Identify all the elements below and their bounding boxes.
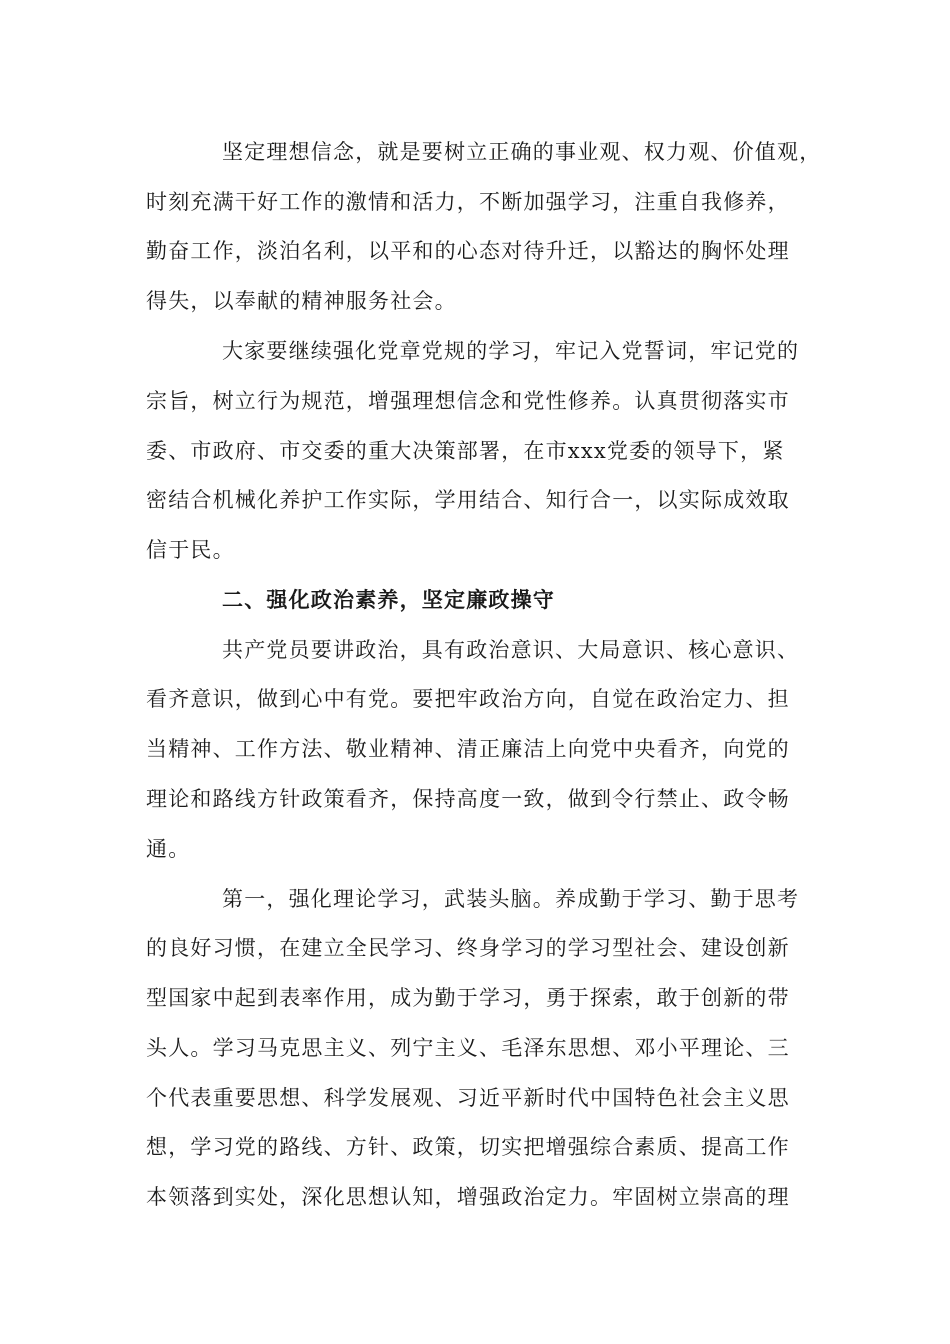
paragraph-line: 大家要继续强化党章党规的学习，牢记入党誓词，牢记党的: [222, 339, 800, 363]
paragraph-line: 第一，强化理论学习，武装头脑。养成勤于学习、勤于思考: [222, 887, 800, 911]
paragraph-line: 时刻充满干好工作的激情和活力，不断加强学习，注重自我修养，: [146, 190, 790, 214]
paragraph-line: 得失，以奉献的精神服务社会。: [146, 289, 457, 313]
paragraph-line: 本领落到实处，深化思想认知，增强政治定力。牢固树立崇高的理: [146, 1185, 790, 1209]
section-heading: 二、强化政治素养，坚定廉政操守: [222, 587, 555, 612]
paragraph-line: 头人。学习马克思主义、列宁主义、毛泽东思想、邓小平理论、三: [146, 1036, 790, 1060]
paragraph-line: 型国家中起到表率作用，成为勤于学习，勇于探索，敢于创新的带: [146, 986, 790, 1010]
paragraph-line: 密结合机械化养护工作实际，学用结合、知行合一，以实际成效取: [146, 488, 790, 512]
paragraph-line: 想，学习党的路线、方针、政策，切实把增强综合素质、提高工作: [146, 1135, 790, 1159]
paragraph-line: 当精神、工作方法、敬业精神、清正廉洁上向党中央看齐，向党的: [146, 737, 790, 761]
paragraph-line: 理论和路线方针政策看齐，保持高度一致，做到令行禁止、政令畅: [146, 787, 790, 811]
paragraph-line: 勤奋工作，淡泊名利，以平和的心态对待升迁，以豁达的胸怀处理: [146, 239, 790, 263]
paragraph-line: 的良好习惯，在建立全民学习、终身学习的学习型社会、建设创新: [146, 936, 790, 960]
paragraph-line: 共产党员要讲政治，具有政治意识、大局意识、核心意识、: [222, 638, 800, 662]
paragraph-line: 信于民。: [146, 538, 235, 562]
paragraph-line: 看齐意识，做到心中有党。要把牢政治方向，自觉在政治定力、担: [146, 687, 790, 711]
paragraph-line: 通。: [146, 837, 191, 861]
paragraph-line: 委、市政府、市交委的重大决策部署，在市xxx党委的领导下，紧: [146, 439, 785, 463]
paragraph-line: 宗旨，树立行为规范，增强理想信念和党性修养。认真贯彻落实市: [146, 389, 790, 413]
paragraph-line: 个代表重要思想、科学发展观、习近平新时代中国特色社会主义思: [146, 1086, 790, 1110]
paragraph-line: 坚定理想信念，就是要树立正确的事业观、权力观、价值观，: [222, 140, 822, 164]
